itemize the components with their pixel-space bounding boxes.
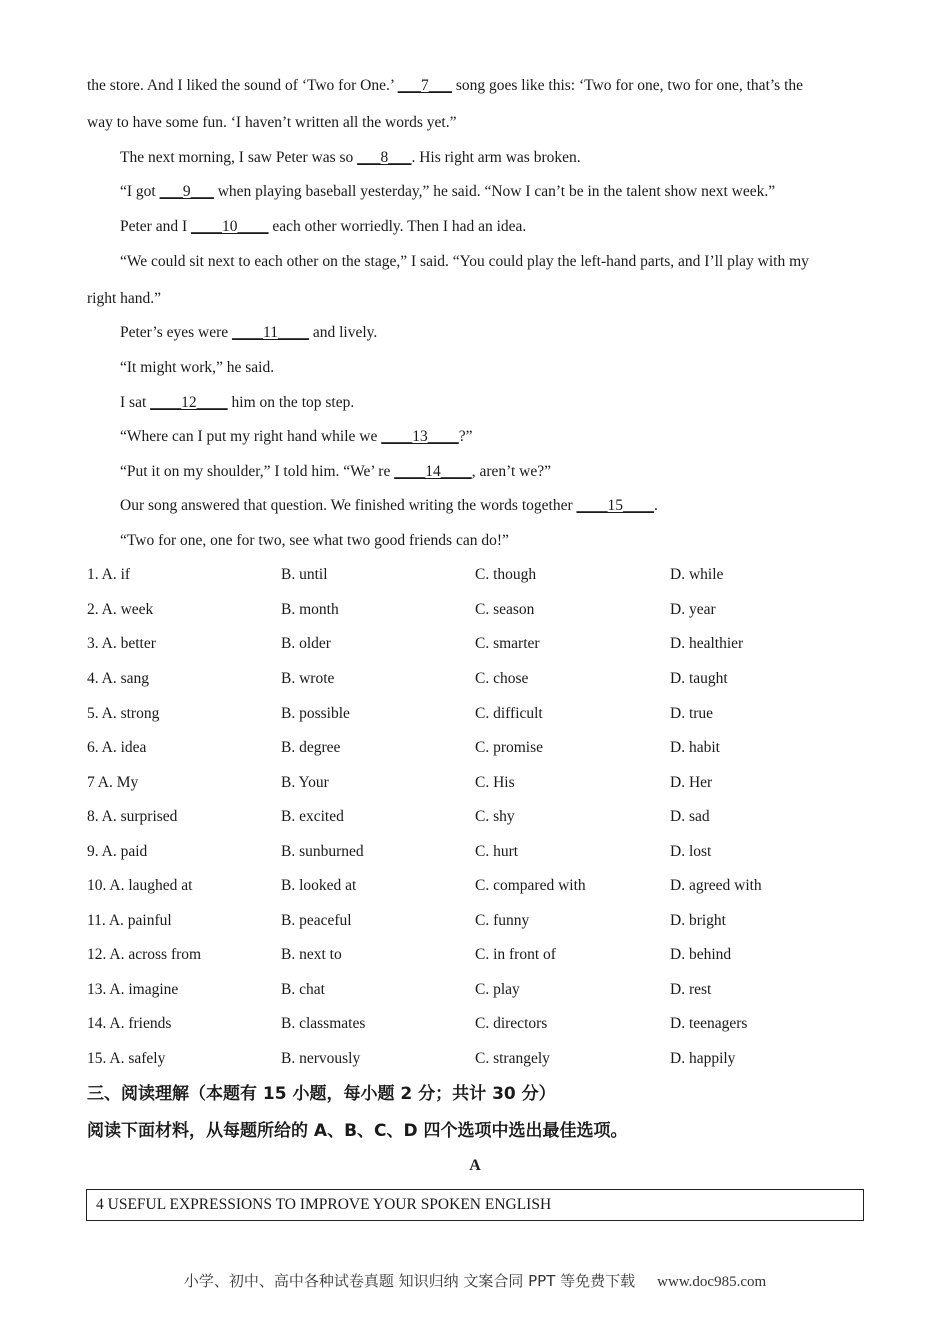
option-d: D. healthier	[670, 635, 744, 652]
passage-text: ?”	[458, 428, 473, 445]
option-c: C. in front of	[475, 946, 556, 963]
option-c: C. though	[475, 566, 537, 583]
option-b: B. chat	[281, 981, 325, 998]
option-a: 13. A. imagine	[87, 981, 179, 998]
answer-blank: ____11____	[232, 324, 309, 341]
passage-line	[120, 148, 581, 168]
passage-text: song goes like this: ‘Two for one, two for one, that’s the	[451, 77, 804, 94]
passage-text: The next morning, I saw Peter was so	[120, 149, 358, 166]
option-a: 5. A. strong	[87, 705, 160, 722]
answer-blank: ____14____	[394, 463, 472, 480]
passage-text: Peter and I	[120, 218, 192, 235]
passage-text: “Put it on my shoulder,” I told him. “We’ re	[120, 463, 395, 480]
option-a: 15. A. safely	[87, 1050, 166, 1067]
option-c: C. season	[475, 601, 535, 618]
option-c: C. difficult	[475, 705, 543, 722]
option-d: D. while	[670, 566, 724, 583]
option-b: B. excited	[281, 808, 344, 825]
option-c: C. play	[475, 981, 520, 998]
option-d: D. agreed with	[670, 877, 762, 894]
option-c: C. strangely	[475, 1050, 550, 1067]
passage-line	[120, 323, 377, 343]
passage-line	[120, 217, 526, 237]
passage-text: way to have some fun. ‘I haven’t written all the words yet.”	[87, 114, 457, 131]
option-a: 9. A. paid	[87, 843, 148, 860]
passage-text: “I got	[120, 183, 160, 200]
answer-blank: ___9___	[159, 183, 214, 200]
footer-url: www.doc985.com	[657, 1274, 767, 1290]
option-b: B. Your	[281, 774, 329, 791]
option-d: D. sad	[670, 808, 710, 825]
option-d: D. behind	[670, 946, 732, 963]
option-c: C. smarter	[475, 635, 540, 652]
option-a: 14. A. friends	[87, 1015, 172, 1032]
passage-line	[87, 76, 803, 96]
passage-text: him on the top step.	[227, 394, 355, 411]
option-b: B. month	[281, 601, 339, 618]
passage-line	[120, 252, 809, 272]
passage-line	[120, 358, 274, 378]
passage-title: 4 USEFUL EXPRESSIONS TO IMPROVE YOUR SPOKEN ENGLISH	[96, 1196, 552, 1213]
option-c: C. promise	[475, 739, 544, 756]
answer-blank: ____12____	[150, 394, 228, 411]
passage-line	[120, 182, 775, 202]
footer-text: 小学、初中、高中各种试卷真题 知识归纳 文案合同 PPT 等免费下载	[183, 1272, 636, 1290]
option-c: C. chose	[475, 670, 529, 687]
passage-text: when playing baseball yesterday,” he said. “Now I can’t be in the talent show next week.”	[213, 183, 776, 200]
option-a: 2. A. week	[87, 601, 154, 618]
option-a: 7 A. My	[87, 774, 139, 791]
passage-line	[120, 462, 551, 482]
option-b: B. degree	[281, 739, 341, 756]
passage-text: .	[654, 497, 658, 514]
passage-text: each other worriedly. Then I had an idea.	[268, 218, 527, 235]
option-b: B. older	[281, 635, 331, 652]
option-b: B. looked at	[281, 877, 357, 894]
option-b: B. next to	[281, 946, 342, 963]
option-c: C. shy	[475, 808, 515, 825]
answer-blank: ___7___	[397, 77, 452, 94]
option-d: D. bright	[670, 912, 726, 929]
option-a: 4. A. sang	[87, 670, 149, 687]
passage-line	[120, 427, 473, 447]
passage-title-box	[86, 1189, 864, 1221]
passage-line	[87, 113, 456, 133]
passage-text: “Two for one, one for two, see what two good friends can do!”	[120, 532, 509, 549]
page-footer	[0, 1270, 950, 1291]
option-c: C. His	[475, 774, 515, 791]
section-heading: 三、阅读理解（本题有 15 小题，每小题 2 分；共计 30 分）	[87, 1084, 556, 1104]
passage-line	[120, 496, 658, 516]
passage-text: and lively.	[308, 324, 378, 341]
option-b: B. until	[281, 566, 328, 583]
passage-text: I sat	[120, 394, 151, 411]
option-d: D. habit	[670, 739, 720, 756]
option-a: 10. A. laughed at	[87, 877, 193, 894]
option-d: D. true	[670, 705, 714, 722]
option-d: D. happily	[670, 1050, 736, 1067]
section-instruction: 阅读下面材料，从每题所给的 A、B、C、D 四个选项中选出最佳选项。	[87, 1121, 628, 1141]
answer-blank: ____15____	[576, 497, 654, 514]
part-label: A	[469, 1157, 481, 1174]
passage-text: right hand.”	[87, 290, 162, 307]
passage-line	[120, 393, 354, 413]
option-c: C. funny	[475, 912, 530, 929]
option-c: C. hurt	[475, 843, 519, 860]
passage-text: Peter’s eyes were	[120, 324, 233, 341]
option-b: B. sunburned	[281, 843, 364, 860]
option-a: 3. A. better	[87, 635, 156, 652]
option-a: 12. A. across from	[87, 946, 202, 963]
passage-text: . His right arm was broken.	[411, 149, 581, 166]
option-d: D. rest	[670, 981, 712, 998]
option-d: D. teenagers	[670, 1015, 748, 1032]
option-d: D. taught	[670, 670, 728, 687]
passage-text: “We could sit next to each other on the stage,” I said. “You could play the left-hand parts, and I’ll play with my	[120, 253, 809, 270]
option-c: C. compared with	[475, 877, 586, 894]
passage-text: “Where can I put my right hand while we	[120, 428, 382, 445]
answer-blank: ____13____	[381, 428, 459, 445]
option-b: B. peaceful	[281, 912, 352, 929]
passage-line	[120, 531, 509, 551]
option-d: D. year	[670, 601, 716, 618]
option-d: D. Her	[670, 774, 713, 791]
option-b: B. nervously	[281, 1050, 361, 1067]
answer-blank: ____10____	[191, 218, 269, 235]
answer-blank: ___8___	[357, 149, 412, 166]
option-a: 6. A. idea	[87, 739, 147, 756]
option-b: B. possible	[281, 705, 350, 722]
option-a: 1. A. if	[87, 566, 131, 583]
option-a: 11. A. painful	[87, 912, 172, 929]
passage-text: Our song answered that question. We finished writing the words together	[120, 497, 577, 514]
option-d: D. lost	[670, 843, 712, 860]
passage-text: , aren’t we?”	[471, 463, 552, 480]
option-c: C. directors	[475, 1015, 548, 1032]
passage-line	[87, 289, 161, 309]
passage-text: the store. And I liked the sound of ‘Two for One.’	[87, 77, 398, 94]
passage-text: “It might work,” he said.	[120, 359, 275, 376]
option-b: B. classmates	[281, 1015, 366, 1032]
option-a: 8. A. surprised	[87, 808, 178, 825]
option-b: B. wrote	[281, 670, 335, 687]
